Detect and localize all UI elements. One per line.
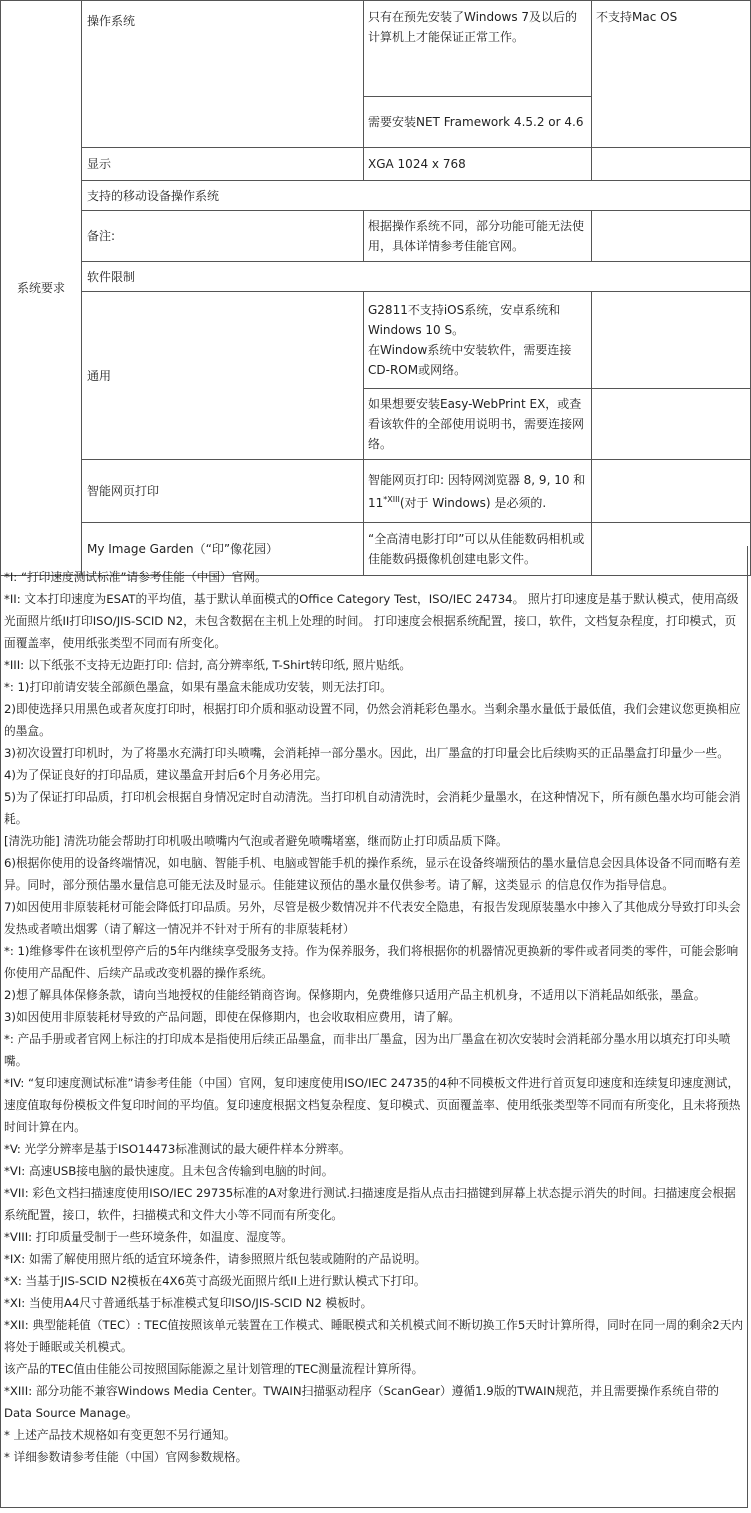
footnote: 5)为了保证打印品质，打印机会根据自身情况定时自动清洗。当打印机自动清洗时，会消耗少量墨水，在这种情况下，所有颜色墨水均可能会消耗。 <box>4 790 741 826</box>
footnote: 6)根据你使用的设备终端情况，如电脑、智能手机、电脑或智能手机的操作系统，显示在设备终端预估的墨水量信息会因具体设备不同而略有差异。同时，部分预估墨水量信息可能无法及时显示。佳能建议预估的墨水量仅供参考。请了解，这类显示 的信息仅作为指导信息。 <box>4 856 741 892</box>
display-extra <box>592 148 751 181</box>
footnote: *VIII: 打印质量受制于一些环境条件，如温度、湿度等。 <box>4 1230 293 1244</box>
footnote: *IV: “复印速度测试标准”请参考佳能（中国）官网，复印速度使用ISO/IEC 24735的4种不同模板文件进行首页复印速度和连续复印速度测试，速度值取每份模板文件复印时间的平均值。复印速度根据文档复杂程度、复印模式、页面覆盖率、使用纸张类型等不同而有所变化，且未将预热时间计算在内。 <box>4 1076 741 1134</box>
os-mac-note: 不支持Mac OS <box>592 1 751 148</box>
smart-print-value <box>364 460 592 523</box>
display-value: XGA 1024 x 768 <box>364 148 592 181</box>
smart-print-text-b: (对于 Windows) 是必须的. <box>399 495 547 510</box>
smart-print-text-a: 智能网页打印: 因特网浏览器 8, 9, 10 和 11 <box>368 472 586 510</box>
footnote: *X: 当基于JIS-SCID N2模板在4X6英寸高级光面照片纸II上进行默认模式下打印。 <box>4 1274 426 1288</box>
remark-extra <box>592 211 751 262</box>
group-label: 系统要求 <box>1 1 82 576</box>
footnote: *: 1)维修零件在该机型停产后的5年内继续享受服务支持。作为保养服务，我们将根据你的机器情况更换新的零件或者同类的零件，可能会影响你使用产品配件、后续产品或改变机器的操作系统。 <box>4 944 739 980</box>
general-value-1: G2811不支持iOS系统，安卓系统和Windows 10 S。 在Window系统中安装软件，需要连接CD-ROM或网络。 <box>364 292 592 389</box>
display-label: 显示 <box>82 148 364 181</box>
os-net-note: 需要安装NET Framework 4.5.2 or 4.6 <box>364 97 592 148</box>
footnote: *I: “打印速度测试标准”请参考佳能（中国）官网。 <box>4 570 267 584</box>
smart-print-extra <box>592 460 751 523</box>
mig-label: My Image Garden（“印”像花园） <box>82 523 364 576</box>
mig-value: “全高清电影打印”可以从佳能数码相机或佳能数码摄像机创建电影文件。 <box>364 523 592 576</box>
smart-print-sup: *XIII <box>383 494 400 504</box>
footnote: 3)初次设置打印机时，为了将墨水充满打印头喷嘴，会消耗掉一部分墨水。因此，出厂墨盒的打印量会比后续购买的正品墨盒打印量少一些。 <box>4 746 729 760</box>
footnote: 4)为了保证良好的打印品质，建议墨盒开封后6个月务必用完。 <box>4 768 328 782</box>
footnote: *II: 文本打印速度为ESAT的平均值，基于默认单面模式的Office Category Test，ISO/IEC 24734。 照片打印速度是基于默认模式，使用高级光面照片纸II打印ISO/JIS-SCID N2，未包含数据在主机上处理的时间。 打印速度会根据系统配置，接口，软件，文档复杂程度，打印模式，页面覆盖率，使用纸张类型不同而有所变化。 <box>4 592 739 650</box>
footnote: *XII: 典型能耗值（TEC）: TEC值按照该单元装置在工作模式、睡眠模式和关机模式间不断切换工作5天时计算所得，同时在同一周的剩余2天内将处于睡眠或关机模式。 <box>4 1318 744 1354</box>
footnote: *IX: 如需了解使用照片纸的适宜环境条件，请参照照片纸包装或随附的产品说明。 <box>4 1252 427 1266</box>
general-extra-2 <box>592 389 751 460</box>
os-label: 操作系统 <box>82 1 364 148</box>
footnote: *: 1)打印前请安装全部颜色墨盒，如果有墨盒未能成功安装，则无法打印。 <box>4 680 392 694</box>
footnote: *XI: 当使用A4尺寸普通纸基于标准模式复印ISO/JIS-SCID N2 模板时。 <box>4 1296 373 1310</box>
remark-label: 备注: <box>82 211 364 262</box>
mobile-os-label: 支持的移动设备操作系统 <box>82 181 751 211</box>
general-label: 通用 <box>82 292 364 460</box>
footnote: 2)即使选择只用黑色或者灰度打印时，根据打印介质和驱动设置不同，仍然会消耗彩色墨水。当剩余墨水量低于最低值，我们会建议您更换相应的墨盒。 <box>4 702 741 738</box>
footnote: *VI: 高速USB接电脑的最快速度。且未包含传输到电脑的时间。 <box>4 1164 334 1178</box>
footnote: *V: 光学分辨率是基于ISO14473标准测试的最大硬件样本分辨率。 <box>4 1142 351 1156</box>
software-label: 软件限制 <box>82 262 751 292</box>
footnote: 该产品的TEC值由佳能公司按照国际能源之星计划管理的TEC测量流程计算所得。 <box>4 1362 424 1376</box>
footnote: *VII: 彩色文档扫描速度使用ISO/IEC 29735标准的A对象进行测试.扫描速度是指从点击扫描键到屏幕上状态提示消失的时间。扫描速度会根据系统配置，接口，软件，扫描模式和文件大小等不同而有所变化。 <box>4 1186 736 1222</box>
spec-table <box>0 0 751 576</box>
general-extra-1 <box>592 292 751 389</box>
footnote: * 上述产品技术规格如有变更恕不另行通知。 <box>4 1428 236 1442</box>
footnote: *XIII: 部分功能不兼容Windows Media Center。TWAIN扫描驱动程序（ScanGear）遵循1.9版的TWAIN规范，并且需要操作系统自带的Data Source Manage。 <box>4 1384 719 1420</box>
footnote: 2)想了解具体保修条款，请向当地授权的佳能经销商咨询。保修期内，免费维修只适用产品主机机身，不适用以下消耗品如纸张，墨盒。 <box>4 988 706 1002</box>
smart-print-label: 智能网页打印 <box>82 460 364 523</box>
footnote: *: 产品手册或者官网上标注的打印成本是指使用后续正品墨盒，而非出厂墨盒，因为出厂墨盒在初次安装时会消耗部分墨水用以填充打印头喷嘴。 <box>4 1032 731 1068</box>
remark-value: 根据操作系统不同，部分功能可能无法使用，具体详情参考佳能官网。 <box>364 211 592 262</box>
general-value-2: 如果想要安装Easy-WebPrint EX，或查看该软件的全部使用说明书，需要连接网络。 <box>364 389 592 460</box>
footnote: 7)如因使用非原装耗材可能会降低打印品质。另外，尽管是极少数情况并不代表安全隐患，有报告发现原装墨水中掺入了其他成分导致打印头会发热或者喷出烟雾（请了解这一情况并不针对于所有的非原装耗材） <box>4 900 741 936</box>
footnote: * 详细参数请参考佳能（中国）官网参数规格。 <box>4 1450 248 1464</box>
footnote: 3)如因使用非原装耗材导致的产品问题，即使在保修期内，也会收取相应费用，请了解。 <box>4 1010 461 1024</box>
footnote: [清洗功能] 清洗功能会帮助打印机吸出喷嘴内气泡或者避免喷嘴堵塞，继而防止打印质品质下降。 <box>4 834 508 848</box>
os-win-note: 只有在预先安装了Windows 7及以后的计算机上才能保证正常工作。 <box>364 1 592 97</box>
footnotes <box>0 546 748 1508</box>
footnote: *III: 以下纸张不支持无边距打印: 信封, 高分辨率纸, T-Shirt转印纸, 照片贴纸。 <box>4 658 412 672</box>
